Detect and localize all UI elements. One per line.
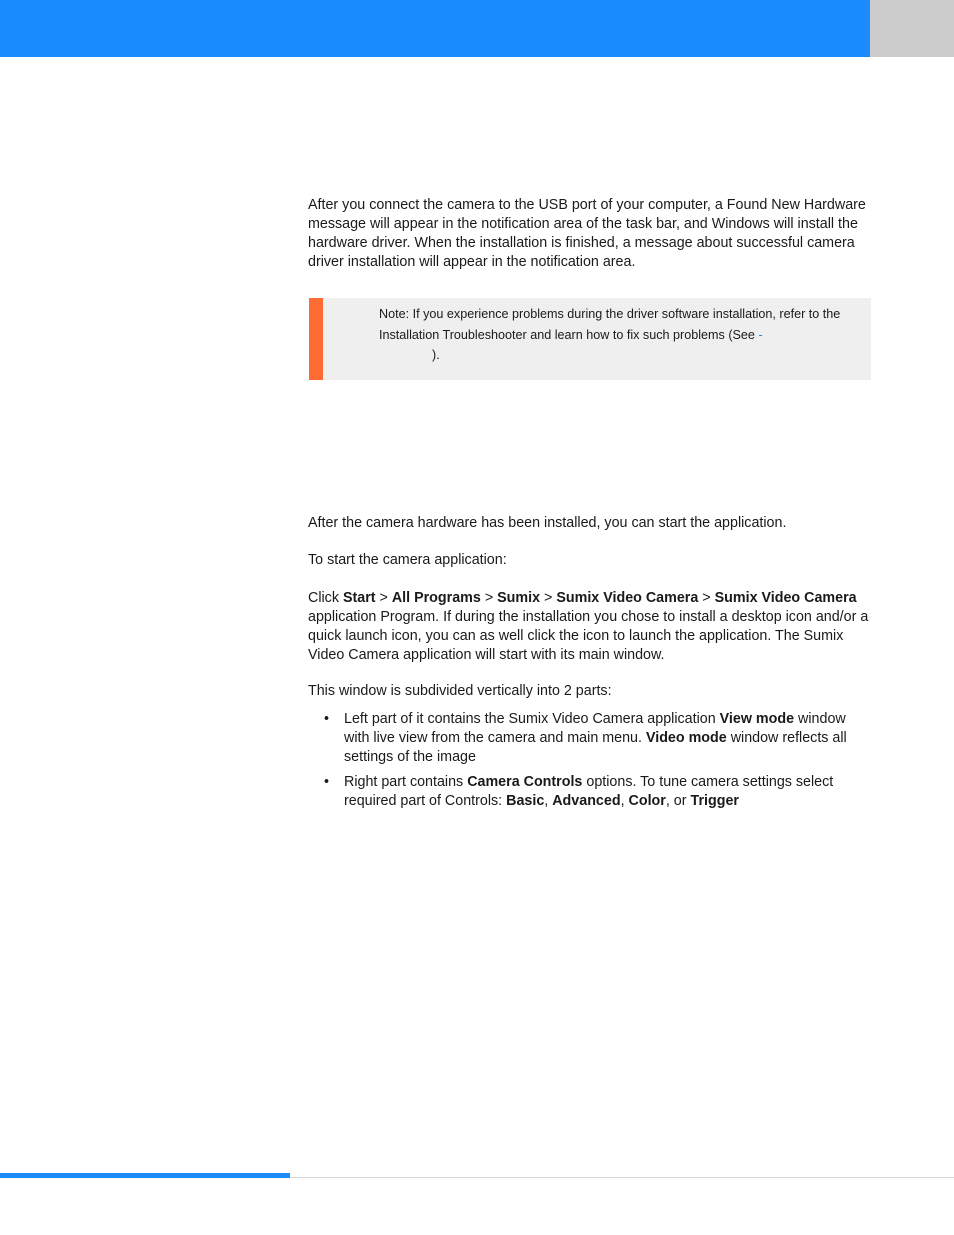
note-body: Note: If you experience problems during the driver software installation, refer to the Installation Troubleshooter and learn how to fix such problems (See xyxy=(379,307,841,342)
subdivided-paragraph: This window is subdivided vertically into 2 parts: xyxy=(308,683,612,699)
window-parts-list xyxy=(308,710,870,817)
list-item: • Right part contains Camera Controls options. To tune camera settings select required part of Controls: Basic, Advanced, Color, or Trigger xyxy=(324,774,834,809)
path-all-programs: All Programs xyxy=(391,590,481,606)
header-page-tab xyxy=(870,0,954,57)
to-start-paragraph: To start the camera application: xyxy=(308,552,507,568)
path-sumix-video-camera-app: Sumix Video Camera xyxy=(714,590,857,606)
path-sumix: Sumix xyxy=(497,590,541,606)
click-path-paragraph: Click Start > All Programs > Sumix > Sumix Video Camera > Sumix Video Camera application Program. If during the installation you chose to install a desktop icon and/or a quick launch icon, you can as well click the icon to launch the application. The Sumix Video Camera application will start with its main window. xyxy=(308,590,869,663)
header-bar xyxy=(0,0,870,57)
bullet-dot: • xyxy=(324,774,330,790)
bullet-dot: • xyxy=(324,711,330,727)
note-text xyxy=(379,304,865,366)
list-item: • Left part of it contains the Sumix Video Camera application View mode window with live view from the camera and main menu. Video mode window reflects all settings of the image xyxy=(324,711,847,765)
footer-accent-bar xyxy=(0,1173,290,1178)
path-start: Start xyxy=(342,590,376,606)
note-close: ). xyxy=(432,348,440,362)
intro-paragraph: After the camera hardware has been installed, you can start the application. xyxy=(308,515,787,531)
note-link[interactable]: - xyxy=(758,327,763,342)
note-box xyxy=(309,298,871,380)
usb-connect-paragraph: After you connect the camera to the USB port of your computer, a Found New Hardware message will appear in the notification area of the task bar, and Windows will install the hardware driver. When the installation is finished, a message about successful camera driver installation will appear in the notification area. xyxy=(308,197,866,270)
note-accent-stripe xyxy=(309,298,323,380)
path-sumix-video-camera: Sumix Video Camera xyxy=(556,590,699,606)
